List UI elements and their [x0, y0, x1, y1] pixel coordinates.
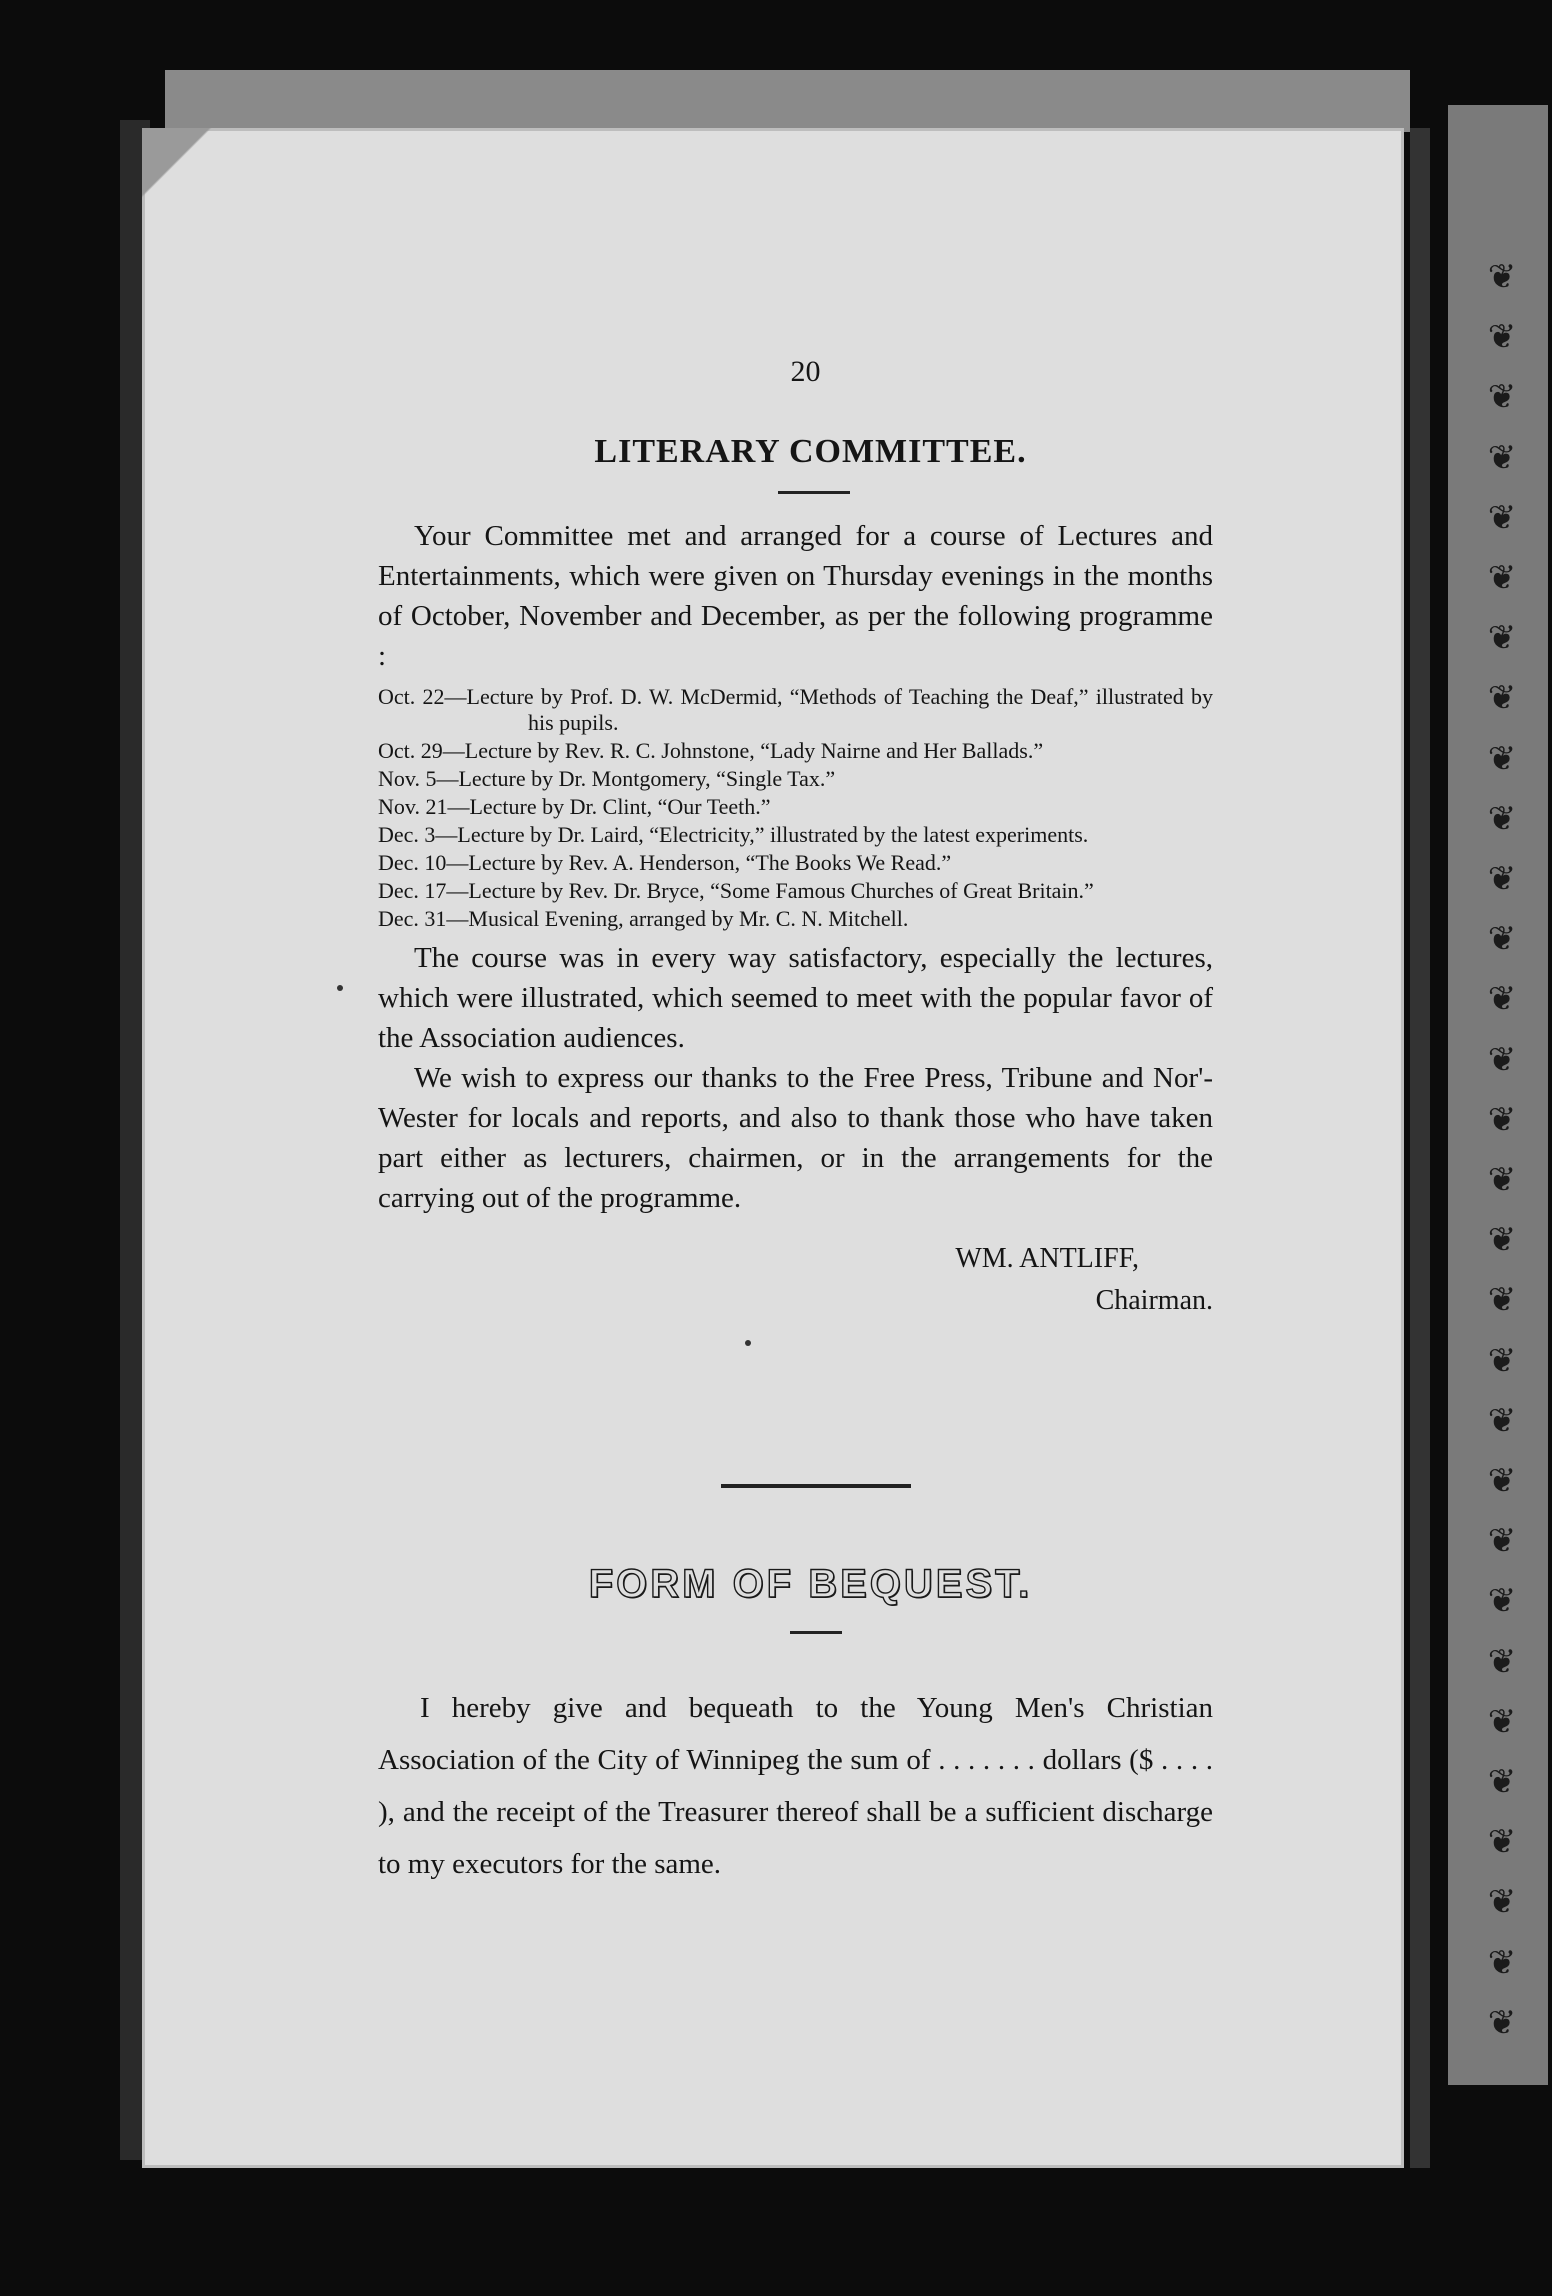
programme-text: —Lecture by Dr. Laird, “Electricity,” illustrated by the latest experiments.: [435, 822, 1089, 847]
thanks-paragraph: We wish to express our thanks to the Free Press, Tribune and Nor'-Wester for locals and reports, and also to thank those who have taken part either as lecturers, chairmen, or in the arrangements for the carrying out of the programme.: [378, 1062, 1213, 1214]
fleuron-icon: ❦: [1487, 1099, 1517, 1140]
fleuron-icon: ❦: [1487, 1581, 1517, 1622]
signature-title: Chairman.: [1095, 1285, 1213, 1316]
programme-date: Dec. 10: [378, 850, 447, 875]
signature-name: WM. ANTLIFF,: [955, 1243, 1139, 1274]
fleuron-icon: ❦: [1487, 377, 1517, 418]
programme-item: [378, 850, 1213, 876]
programme-text: —Musical Evening, arranged by Mr. C. N. Mitchell.: [446, 906, 909, 931]
programme-date: Nov. 21: [378, 794, 448, 819]
fleuron-icon: ❦: [1487, 1220, 1517, 1261]
intro-paragraph: Your Committee met and arranged for a course of Lectures and Entertainments, which were given on Thursday evenings in the months of October, November and December, as per the following programme :: [378, 520, 1213, 672]
scan-top-strip: [165, 70, 1410, 132]
programme-date: Nov. 5: [378, 766, 437, 791]
programme-item: [378, 738, 1213, 764]
literary-committee-heading: LITERARY COMMITTEE.: [594, 433, 1027, 470]
programme-text: —Lecture by Dr. Clint, “Our Teeth.”: [447, 794, 771, 819]
fleuron-icon: ❦: [1487, 979, 1517, 1020]
programme-date: Dec. 3: [378, 822, 436, 847]
speck: [337, 985, 343, 991]
fleuron-icon: ❦: [1487, 798, 1517, 839]
programme-item: [378, 822, 1213, 848]
fleuron-icon: ❦: [1487, 919, 1517, 960]
programme-date: Dec. 31: [378, 906, 447, 931]
programme-text: —Lecture by Rev. R. C. Johnstone, “Lady Nairne and Her Ballads.”: [442, 738, 1044, 763]
programme-date: Oct. 22: [378, 684, 445, 709]
programme-text: —Lecture by Rev. Dr. Bryce, “Some Famous Churches of Great Britain.”: [446, 878, 1094, 903]
page-number: 20: [790, 355, 821, 388]
fleuron-icon: ❦: [1487, 738, 1517, 779]
decorative-border-column: [1462, 257, 1542, 2043]
programme-text: —Lecture by Prof. D. W. McDermid, “Methods of Teaching the Deaf,” illustrated by his pupils.: [444, 684, 1213, 735]
bequest-paragraph: I hereby give and bequeath to the Young Men's Christian Association of the City of Winnipeg the sum of . . . . . . . dollars ($ . . . . ), and the receipt of the Treasurer thereof shall be a sufficient discharge to my executors for the same.: [378, 1692, 1213, 1880]
programme-item: [378, 766, 1213, 792]
fleuron-icon: ❦: [1487, 1822, 1517, 1863]
fleuron-icon: ❦: [1487, 1521, 1517, 1562]
fleuron-icon: ❦: [1487, 437, 1517, 478]
fleuron-icon: ❦: [1487, 1039, 1517, 1080]
course-paragraph: The course was in every way satisfactory, especially the lectures, which were illustrated, which seemed to meet with the popular favor of the Association audiences.: [378, 942, 1213, 1054]
fleuron-icon: ❦: [1487, 257, 1517, 297]
programme-list: [378, 684, 1213, 932]
fleuron-icon: ❦: [1487, 1762, 1517, 1803]
fleuron-icon: ❦: [1487, 1280, 1517, 1321]
page-corner-fold: [142, 128, 212, 198]
fleuron-icon: ❦: [1487, 497, 1517, 538]
fleuron-icon: ❦: [1487, 859, 1517, 900]
fleuron-icon: ❦: [1487, 2002, 1517, 2043]
page-content: [378, 355, 1213, 1890]
binding-strip: [1410, 128, 1430, 2168]
fleuron-icon: ❦: [1487, 317, 1517, 358]
fleuron-icon: ❦: [1487, 618, 1517, 659]
form-of-bequest-heading: FORM OF BEQUEST.: [588, 1562, 1033, 1606]
fleuron-icon: ❦: [1487, 1882, 1517, 1923]
fleuron-icon: ❦: [1487, 1701, 1517, 1742]
programme-item: [378, 684, 1213, 736]
fleuron-icon: ❦: [1487, 1400, 1517, 1441]
section-divider: [721, 1484, 911, 1488]
fleuron-icon: ❦: [1487, 1160, 1517, 1201]
fleuron-icon: ❦: [1487, 558, 1517, 599]
programme-date: Dec. 17: [378, 878, 447, 903]
fleuron-icon: ❦: [1487, 1942, 1517, 1983]
bequest-rule: [790, 1631, 842, 1634]
fleuron-icon: ❦: [1487, 1641, 1517, 1682]
fleuron-icon: ❦: [1487, 1340, 1517, 1381]
signature-block: [378, 1238, 1213, 1322]
programme-date: Oct. 29: [378, 738, 443, 763]
programme-item: [378, 878, 1213, 904]
programme-item: [378, 794, 1213, 820]
programme-text: —Lecture by Rev. A. Henderson, “The Books We Read.”: [446, 850, 952, 875]
programme-text: —Lecture by Dr. Montgomery, “Single Tax.”: [436, 766, 836, 791]
heading-rule: [778, 491, 850, 494]
fleuron-icon: ❦: [1487, 678, 1517, 719]
fleuron-icon: ❦: [1487, 1461, 1517, 1502]
programme-item: [378, 906, 1213, 932]
